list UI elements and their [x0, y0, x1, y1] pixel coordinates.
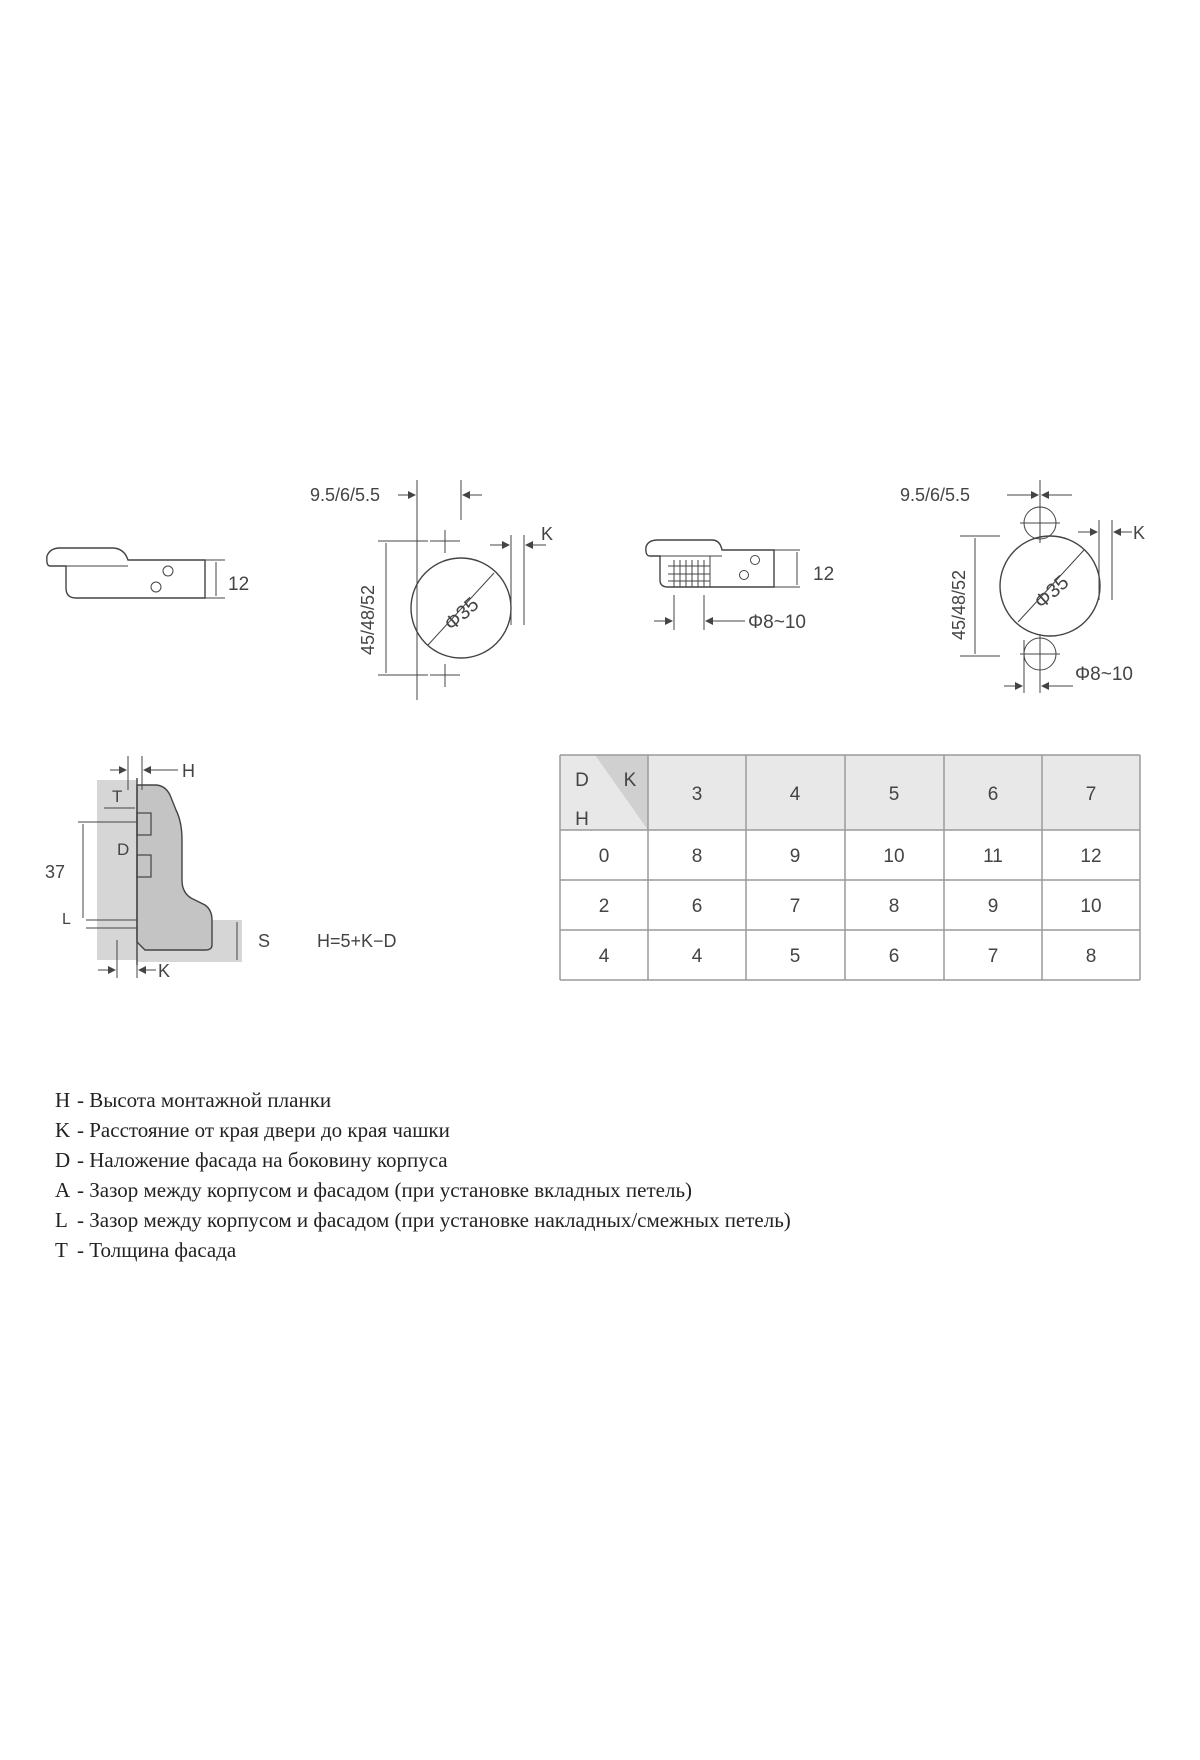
column-header: 7 [1085, 784, 1097, 805]
legend-text: - Расстояние от края двери до края чашки [77, 1118, 450, 1142]
hole-dim-label: Φ8~10 [748, 612, 806, 633]
column-header: 6 [987, 784, 999, 805]
formula-label: H=5+K−D [317, 931, 397, 951]
legend-key: A [55, 1178, 71, 1202]
dim-37-label: 37 [45, 862, 66, 882]
hole-dim-label: Φ8~10 [1075, 664, 1133, 685]
d-label: D [117, 840, 130, 859]
table-cell: 8 [1085, 946, 1097, 967]
t-label: T [112, 787, 123, 806]
k-label: K [1133, 523, 1146, 543]
table-cell: 6 [888, 946, 900, 967]
column-header: 5 [888, 784, 900, 805]
table-cell: 9 [789, 846, 801, 867]
side-dim-label: 45/48/52 [358, 584, 378, 655]
table-cell: 8 [888, 896, 900, 917]
column-header: 4 [789, 784, 801, 805]
legend-item [55, 1175, 791, 1205]
side-dim-label: 45/48/52 [949, 569, 969, 640]
hinge-arm-dowel-view [646, 540, 834, 633]
height-dim-label: 12 [813, 564, 835, 585]
cup-drilling-dowel-view [900, 480, 1145, 693]
installation-diagram [45, 756, 397, 981]
table-cell: 9 [987, 896, 999, 917]
k-label: K [541, 524, 554, 544]
corner-k-label: K [623, 770, 637, 791]
top-dim-label: 9.5/6/5.5 [900, 485, 971, 505]
table-cell: 6 [691, 896, 703, 917]
legend-list [55, 1085, 791, 1265]
legend-key: D [55, 1148, 71, 1172]
legend-text: - Высота монтажной планки [77, 1088, 332, 1112]
overlay-table [560, 755, 1140, 980]
table-cell: 7 [789, 896, 801, 917]
h-label: H [182, 761, 195, 781]
k-label: K [158, 961, 171, 981]
s-label: S [258, 931, 271, 951]
legend-text: - Толщина фасада [77, 1238, 237, 1262]
column-header: 3 [691, 784, 703, 805]
legend-item [55, 1085, 791, 1115]
table-cell: 10 [883, 846, 905, 867]
row-header: 0 [598, 846, 610, 867]
legend-key: H [55, 1088, 71, 1112]
table-cell: 4 [691, 946, 703, 967]
legend-item [55, 1235, 791, 1265]
legend-item [55, 1145, 791, 1175]
table-cell: 12 [1080, 846, 1102, 867]
top-dim-label: 9.5/6/5.5 [310, 485, 381, 505]
table-cell: 5 [789, 946, 801, 967]
table-cell: 7 [987, 946, 999, 967]
legend-key: K [55, 1118, 71, 1142]
row-header: 4 [598, 946, 610, 967]
legend-text: - Зазор между корпусом и фасадом (при установке накладных/смежных петель) [77, 1208, 791, 1232]
row-header: 2 [598, 896, 610, 917]
corner-h-label: H [575, 809, 589, 830]
legend-text: - Зазор между корпусом и фасадом (при установке вкладных петель) [77, 1178, 693, 1202]
table-cell: 11 [983, 846, 1003, 867]
legend-text: - Наложение фасада на боковину корпуса [77, 1148, 448, 1172]
l-label: L [62, 911, 71, 928]
cup-diameter-label: Φ35 [440, 593, 484, 636]
legend-item [55, 1115, 791, 1145]
legend-item [55, 1205, 791, 1235]
corner-d-label: D [575, 770, 589, 791]
table-cell: 10 [1080, 896, 1102, 917]
height-dim-label: 12 [228, 574, 250, 595]
table-cell: 8 [691, 846, 703, 867]
cup-diameter-label: Φ35 [1030, 571, 1074, 614]
legend-key: L [55, 1208, 68, 1232]
legend-key: T [55, 1238, 68, 1262]
hinge-arm-side-view [47, 548, 249, 598]
cup-drilling-screw-view [310, 480, 553, 700]
